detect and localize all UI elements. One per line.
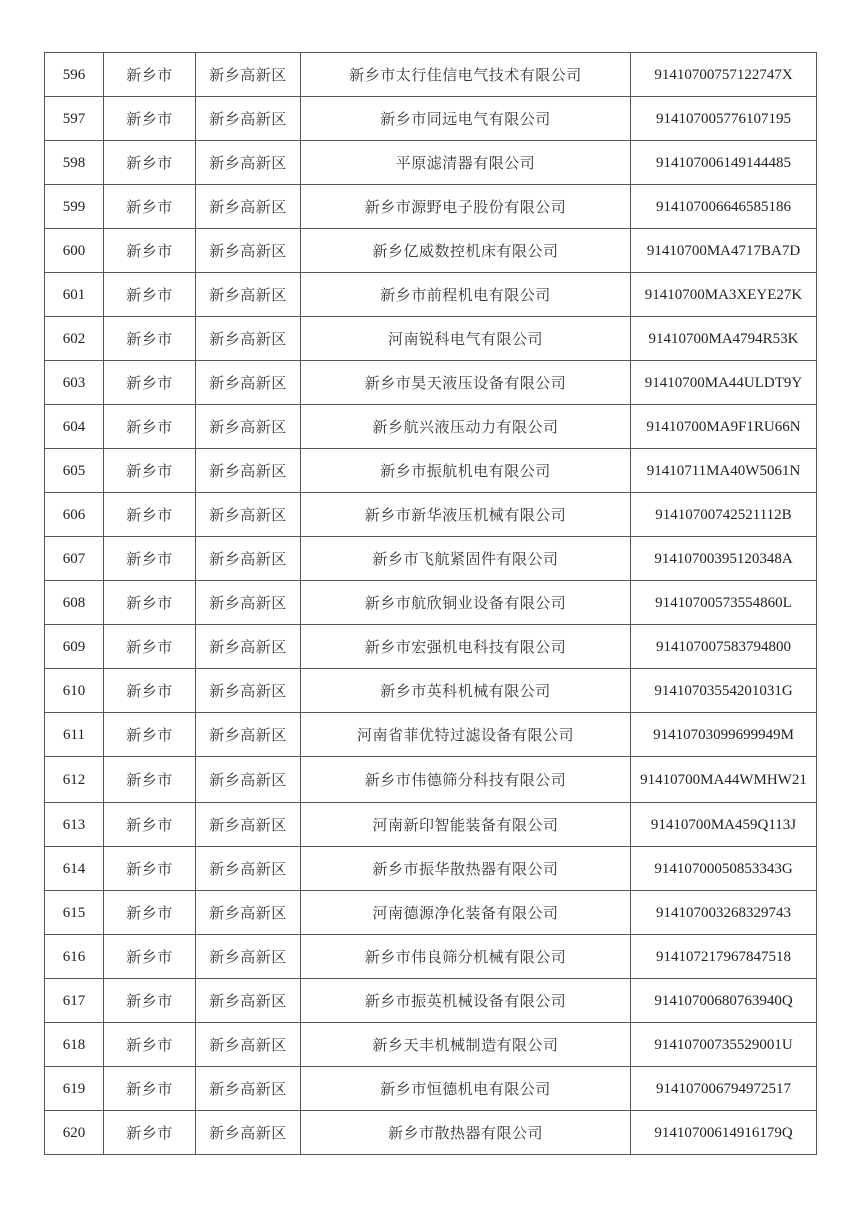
row-number: 613 (45, 803, 104, 847)
table-row (45, 1023, 817, 1067)
credit-code-cell: 91410703099699949M (631, 713, 817, 757)
city-cell: 新乡市 (104, 141, 196, 185)
company-name-cell: 新乡天丰机械制造有限公司 (301, 1023, 631, 1067)
credit-code-cell: 914107006794972517 (631, 1067, 817, 1111)
table-row (45, 405, 817, 449)
company-name-cell: 河南省菲优特过滤设备有限公司 (301, 713, 631, 757)
row-number: 607 (45, 537, 104, 581)
credit-code-cell: 91410711MA40W5061N (631, 449, 817, 493)
city-cell: 新乡市 (104, 669, 196, 713)
company-name-cell: 新乡市振华散热器有限公司 (301, 847, 631, 891)
credit-code-cell: 91410700742521112B (631, 493, 817, 537)
row-number: 602 (45, 317, 104, 361)
city-cell: 新乡市 (104, 273, 196, 317)
city-cell: 新乡市 (104, 405, 196, 449)
table-row (45, 1111, 817, 1155)
credit-code-cell: 91410700395120348A (631, 537, 817, 581)
district-cell: 新乡高新区 (196, 317, 301, 361)
row-number: 597 (45, 97, 104, 141)
district-cell: 新乡高新区 (196, 185, 301, 229)
city-cell: 新乡市 (104, 979, 196, 1023)
credit-code-cell: 91410700MA44WMHW21 (631, 757, 817, 803)
credit-code-cell: 914107006149144485 (631, 141, 817, 185)
table-row (45, 581, 817, 625)
district-cell: 新乡高新区 (196, 803, 301, 847)
district-cell: 新乡高新区 (196, 53, 301, 97)
table-row (45, 713, 817, 757)
district-cell: 新乡高新区 (196, 669, 301, 713)
city-cell: 新乡市 (104, 803, 196, 847)
credit-code-cell: 914107006646585186 (631, 185, 817, 229)
credit-code-cell: 91410700MA4717BA7D (631, 229, 817, 273)
district-cell: 新乡高新区 (196, 537, 301, 581)
city-cell: 新乡市 (104, 229, 196, 273)
district-cell: 新乡高新区 (196, 581, 301, 625)
company-name-cell: 新乡市英科机械有限公司 (301, 669, 631, 713)
row-number: 618 (45, 1023, 104, 1067)
credit-code-cell: 91410700050853343G (631, 847, 817, 891)
credit-code-cell: 91410700614916179Q (631, 1111, 817, 1155)
city-cell: 新乡市 (104, 361, 196, 405)
company-name-cell: 新乡亿威数控机床有限公司 (301, 229, 631, 273)
table-row (45, 361, 817, 405)
district-cell: 新乡高新区 (196, 847, 301, 891)
row-number: 616 (45, 935, 104, 979)
table-row (45, 625, 817, 669)
table-row (45, 317, 817, 361)
company-name-cell: 新乡市源野电子股份有限公司 (301, 185, 631, 229)
credit-code-cell: 91410703554201031G (631, 669, 817, 713)
city-cell: 新乡市 (104, 97, 196, 141)
company-name-cell: 新乡市恒德机电有限公司 (301, 1067, 631, 1111)
city-cell: 新乡市 (104, 891, 196, 935)
credit-code-cell: 914107007583794800 (631, 625, 817, 669)
district-cell: 新乡高新区 (196, 935, 301, 979)
row-number: 611 (45, 713, 104, 757)
company-name-cell: 新乡市伟良筛分机械有限公司 (301, 935, 631, 979)
document-page (44, 52, 816, 1155)
city-cell: 新乡市 (104, 935, 196, 979)
company-name-cell: 新乡市昊天液压设备有限公司 (301, 361, 631, 405)
row-number: 604 (45, 405, 104, 449)
district-cell: 新乡高新区 (196, 493, 301, 537)
district-cell: 新乡高新区 (196, 141, 301, 185)
credit-code-cell: 91410700MA9F1RU66N (631, 405, 817, 449)
row-number: 619 (45, 1067, 104, 1111)
row-number: 605 (45, 449, 104, 493)
table-row (45, 449, 817, 493)
table-row (45, 141, 817, 185)
table-row (45, 803, 817, 847)
district-cell: 新乡高新区 (196, 97, 301, 141)
district-cell: 新乡高新区 (196, 273, 301, 317)
district-cell: 新乡高新区 (196, 1067, 301, 1111)
city-cell: 新乡市 (104, 625, 196, 669)
table-row (45, 229, 817, 273)
district-cell: 新乡高新区 (196, 979, 301, 1023)
row-number: 599 (45, 185, 104, 229)
company-name-cell: 新乡市振航机电有限公司 (301, 449, 631, 493)
table-row (45, 53, 817, 97)
credit-code-cell: 914107003268329743 (631, 891, 817, 935)
credit-code-cell: 91410700MA3XEYE27K (631, 273, 817, 317)
row-number: 603 (45, 361, 104, 405)
row-number: 617 (45, 979, 104, 1023)
district-cell: 新乡高新区 (196, 713, 301, 757)
city-cell: 新乡市 (104, 449, 196, 493)
table-row (45, 493, 817, 537)
table-row (45, 1067, 817, 1111)
city-cell: 新乡市 (104, 847, 196, 891)
city-cell: 新乡市 (104, 1067, 196, 1111)
company-name-cell: 河南锐科电气有限公司 (301, 317, 631, 361)
district-cell: 新乡高新区 (196, 1023, 301, 1067)
row-number: 598 (45, 141, 104, 185)
credit-code-cell: 91410700MA44ULDT9Y (631, 361, 817, 405)
table-row (45, 185, 817, 229)
row-number: 610 (45, 669, 104, 713)
company-name-cell: 河南德源净化装备有限公司 (301, 891, 631, 935)
district-cell: 新乡高新区 (196, 449, 301, 493)
company-name-cell: 新乡航兴液压动力有限公司 (301, 405, 631, 449)
credit-code-cell: 91410700MA4794R53K (631, 317, 817, 361)
city-cell: 新乡市 (104, 757, 196, 803)
credit-code-cell: 914107217967847518 (631, 935, 817, 979)
district-cell: 新乡高新区 (196, 1111, 301, 1155)
table-row (45, 979, 817, 1023)
table-row (45, 847, 817, 891)
row-number: 600 (45, 229, 104, 273)
credit-code-cell: 91410700573554860L (631, 581, 817, 625)
credit-code-cell: 91410700680763940Q (631, 979, 817, 1023)
row-number: 608 (45, 581, 104, 625)
company-name-cell: 河南新印智能装备有限公司 (301, 803, 631, 847)
row-number: 606 (45, 493, 104, 537)
city-cell: 新乡市 (104, 1023, 196, 1067)
company-name-cell: 新乡市飞航紧固件有限公司 (301, 537, 631, 581)
table-body (45, 53, 817, 1155)
district-cell: 新乡高新区 (196, 625, 301, 669)
credit-code-cell: 91410700735529001U (631, 1023, 817, 1067)
table-row (45, 273, 817, 317)
company-name-cell: 新乡市新华液压机械有限公司 (301, 493, 631, 537)
district-cell: 新乡高新区 (196, 361, 301, 405)
row-number: 612 (45, 757, 104, 803)
city-cell: 新乡市 (104, 1111, 196, 1155)
credit-code-cell: 91410700MA459Q113J (631, 803, 817, 847)
city-cell: 新乡市 (104, 713, 196, 757)
table-row (45, 97, 817, 141)
city-cell: 新乡市 (104, 493, 196, 537)
district-cell: 新乡高新区 (196, 891, 301, 935)
table-row (45, 757, 817, 803)
city-cell: 新乡市 (104, 537, 196, 581)
row-number: 614 (45, 847, 104, 891)
company-name-cell: 新乡市宏强机电科技有限公司 (301, 625, 631, 669)
city-cell: 新乡市 (104, 185, 196, 229)
credit-code-cell: 914107005776107195 (631, 97, 817, 141)
company-name-cell: 新乡市航欣铜业设备有限公司 (301, 581, 631, 625)
company-registry-table (44, 52, 817, 1155)
district-cell: 新乡高新区 (196, 405, 301, 449)
city-cell: 新乡市 (104, 581, 196, 625)
credit-code-cell: 91410700757122747X (631, 53, 817, 97)
company-name-cell: 新乡市伟德筛分科技有限公司 (301, 757, 631, 803)
row-number: 615 (45, 891, 104, 935)
company-name-cell: 新乡市前程机电有限公司 (301, 273, 631, 317)
row-number: 609 (45, 625, 104, 669)
city-cell: 新乡市 (104, 317, 196, 361)
table-row (45, 537, 817, 581)
city-cell: 新乡市 (104, 53, 196, 97)
table-row (45, 891, 817, 935)
row-number: 601 (45, 273, 104, 317)
company-name-cell: 新乡市太行佳信电气技术有限公司 (301, 53, 631, 97)
company-name-cell: 新乡市振英机械设备有限公司 (301, 979, 631, 1023)
company-name-cell: 平原滤清器有限公司 (301, 141, 631, 185)
company-name-cell: 新乡市同远电气有限公司 (301, 97, 631, 141)
row-number: 596 (45, 53, 104, 97)
row-number: 620 (45, 1111, 104, 1155)
table-row (45, 935, 817, 979)
district-cell: 新乡高新区 (196, 229, 301, 273)
company-name-cell: 新乡市散热器有限公司 (301, 1111, 631, 1155)
district-cell: 新乡高新区 (196, 757, 301, 803)
table-row (45, 669, 817, 713)
